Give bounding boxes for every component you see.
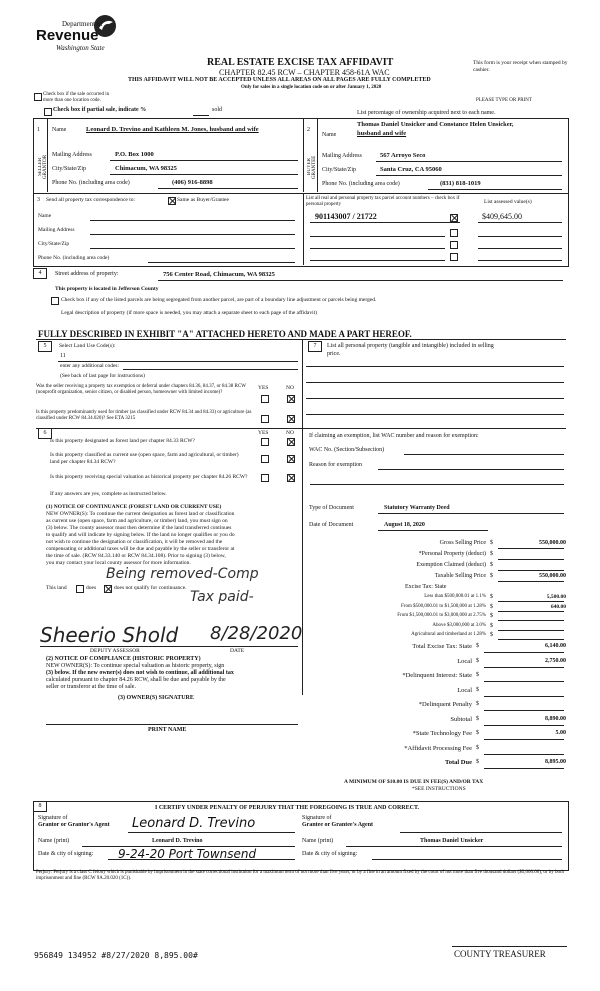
buyer-name-line1[interactable]: Thomas Daniel Unsicker and Constance Helen Unsicker, <box>357 121 514 128</box>
s3-phone-label: Phone No. (including area code) <box>38 255 110 261</box>
bracket-label: Agricultural and timberland at 1.28% <box>411 632 486 637</box>
buyer-city-label: City/State/Zip <box>322 167 356 173</box>
exhibit-a: FULLY DESCRIBED IN EXHIBIT "A" ATTACHED HERETO AND MADE A PART HEREOF. <box>38 329 412 339</box>
rule-line <box>498 559 564 560</box>
multi-location-checkbox[interactable] <box>34 93 42 101</box>
seller-name[interactable]: Leonard D. Trevino and Kathleen M. Jones, husband and wife <box>86 126 259 133</box>
land-use-code[interactable]: 11 <box>60 353 66 359</box>
buyer-mailing-label: Mailing Address <box>322 153 362 159</box>
owner-signature-label: (3) OWNER(S) SIGNATURE <box>118 695 194 701</box>
partial-sale-label: Check box if partial sale, indicate % <box>53 107 147 113</box>
segregated-label: Check box if any of the listed parcels are being segregated from another parcel, are part of a boundary line adjustment or parcels being merged. <box>61 297 377 303</box>
rule-line <box>498 601 564 602</box>
form-only-for: Only for sales in a single location code on or after January 1, 2020 <box>241 85 382 90</box>
total-row-value[interactable]: 5.00 <box>555 730 566 736</box>
s5-q2-no[interactable] <box>287 415 295 423</box>
price-row-label: Taxable Selling Price <box>434 573 486 579</box>
total-row-label: *Delinquent Penalty <box>418 701 472 708</box>
grantor-signature[interactable]: Leonard D. Trevino <box>132 816 256 831</box>
s3-name-label: Name <box>38 213 52 219</box>
s6-q1-yes[interactable] <box>261 438 269 446</box>
agency-line1: Department of <box>62 20 103 28</box>
reason-line[interactable] <box>378 469 564 470</box>
total-row-value[interactable]: 8,890.00 <box>545 715 566 722</box>
total-row-label: Local <box>457 686 472 694</box>
grantee-name-print[interactable]: Thomas Daniel Unsicker <box>420 838 484 844</box>
rule-line <box>484 725 564 726</box>
s6-no-head: NO <box>286 430 294 436</box>
continuance-line8: you may contact your local county assessor for more information. <box>46 560 191 566</box>
total-row-value[interactable]: 2,750.00 <box>545 657 566 664</box>
s3-mailing-line[interactable] <box>90 234 295 235</box>
section-3-num: 3 <box>37 197 40 203</box>
s5-q2: Is this property predominantly used for timber (as classified under RCW 84.34 and 84.33) or agriculture (as classified under RCW 84.34.020)? See ETA 3215 <box>36 410 252 421</box>
personal-line1: List all personal property (tangible and intangible) included in selling <box>327 343 494 349</box>
rule-line <box>484 681 564 682</box>
grantor-date-city[interactable]: 9-24-20 Port Townsend <box>118 847 257 861</box>
dollar-sign: $ <box>476 701 479 707</box>
assessor-date-label: DATE <box>230 648 245 654</box>
form-title: REAL ESTATE EXCISE TAX AFFIDAVIT <box>207 57 394 68</box>
section-2-num: 2 <box>307 127 310 133</box>
land-use-label: Select Land Use Code(s): <box>59 343 116 349</box>
rule-line <box>498 639 564 640</box>
dollar-sign: $ <box>490 603 493 610</box>
continuance-line5: not wish to continue the designation or classification, it will be removed and the <box>46 539 223 545</box>
county-treasurer: COUNTY TREASURER <box>454 949 546 959</box>
owner-signature-line[interactable] <box>46 724 298 725</box>
bracket-label: From $1,500,000.01 to $3,000,000 at 2.75% <box>397 613 486 618</box>
s3-phone-line[interactable] <box>148 262 295 263</box>
s5-no-head: NO <box>286 385 294 391</box>
deputy-assessor-label: DEPUTY ASSESSOR <box>90 648 140 654</box>
total-row-label: *Affidavit Processing Fee <box>404 744 472 752</box>
grantor-sig-label-2: Grantor or Grantor's Agent <box>38 822 110 828</box>
continuance-line6: compensating or additional taxes will be due and payable by the seller or transferor at <box>46 546 235 552</box>
seller-city-label: City/State/Zip <box>52 166 86 172</box>
agency-line3: Washington State <box>56 44 105 52</box>
agency-line2: Revenue <box>36 27 99 44</box>
historic-line2: (3) below. If the new owner(s) does not wish to continue, all additional tax <box>46 670 234 676</box>
section-6-num: 6 <box>38 428 52 439</box>
dollar-sign: $ <box>476 715 479 722</box>
seller-side-label: SELLER GRANTOR <box>38 154 48 180</box>
assessed-value[interactable]: $409,645.00 <box>482 212 522 221</box>
rule-line <box>484 710 564 711</box>
parcel-personal-checkbox-4[interactable] <box>450 253 458 261</box>
seller-name-label: Name <box>52 127 67 133</box>
s6-q2: Is this property classified as current use (open space, farm and agricultural, or timber) land per chapter 84.34 RCW? <box>50 452 239 465</box>
buyer-city[interactable]: Santa Cruz, CA 95060 <box>380 166 442 173</box>
section-5-num: 5 <box>38 341 52 352</box>
dollar-sign: $ <box>476 730 479 736</box>
total-row-value[interactable]: 6,140.00 <box>545 643 566 649</box>
grantee-sig-label-2: Grantee or Grantee's Agent <box>302 822 374 828</box>
minimum-note: A MINIMUM OF $10.00 IS DUE IN FEE(S) AND/OR TAX <box>344 779 484 785</box>
buyer-phone-label: Phone No. (including area code) <box>322 181 400 187</box>
rule-line <box>498 630 564 631</box>
s5-yes-head: YES <box>258 385 269 391</box>
land-does-not-checkbox[interactable] <box>104 585 112 593</box>
s6-q3-no[interactable] <box>287 474 295 482</box>
price-row-value[interactable]: 550,000.00 <box>539 573 566 579</box>
dollar-sign: $ <box>476 744 479 751</box>
grantee-signature-line[interactable] <box>400 832 562 833</box>
historic-line1: NEW OWNER(S): To continue special valuation as historic property, sign <box>46 663 225 669</box>
grantee-sig-label-1: Signature of <box>302 815 332 821</box>
dollar-sign: $ <box>476 686 479 693</box>
s3-mailing-label: Mailing Address <box>38 227 75 233</box>
bracket-label: Above $3,000,000 at 3.0% <box>432 622 486 628</box>
land-does-checkbox[interactable] <box>76 585 84 593</box>
rule-line <box>498 570 564 571</box>
section-4-num: 4 <box>33 268 47 279</box>
s6-q1-no[interactable] <box>287 438 295 446</box>
s5-q1: Was the seller receiving a property tax exemption or deferral under chapters 84.36, 84.37, or 84.38 RCW (nonprofit organization, senior citizen, or disabled person, homeowner with limited income)? <box>36 384 246 395</box>
s5-q1-yes[interactable] <box>261 395 269 403</box>
reason-label: Reason for exemption <box>309 462 362 468</box>
seller-phone[interactable]: (406) 916-8898 <box>172 179 213 186</box>
bracket-value[interactable]: 640.00 <box>550 603 566 610</box>
s3-city-label: City/State/Zip <box>38 241 70 247</box>
section-8-box <box>33 801 569 871</box>
dollar-sign: $ <box>490 622 493 629</box>
rule-line <box>484 754 564 755</box>
personal-line2: price. <box>327 351 341 357</box>
assessor-date: 8/28/2020 <box>210 623 303 644</box>
type-or-print: PLEASE TYPE OR PRINT <box>476 98 532 103</box>
parcel-personal-checkbox-1[interactable] <box>450 214 458 222</box>
continuance-line7: the time of sale. (RCW 84.33.140 or RCW 84.34.108). Prior to signing (3) below, <box>46 553 226 559</box>
price-row-value[interactable]: 550,000.00 <box>539 540 566 546</box>
dollar-sign: $ <box>490 540 493 546</box>
seller-city[interactable]: Chimacum, WA 98325 <box>115 165 177 172</box>
receipt-note: This form is your receipt when stamped by cashier. <box>473 60 568 73</box>
total-row-label: Total Due <box>444 759 472 766</box>
s6-q3-yes[interactable] <box>261 474 269 482</box>
doc-date[interactable]: August 18, 2020 <box>384 522 425 528</box>
certify-statement: I CERTIFY UNDER PENALTY OF PERJURY THAT THE FOREGOING IS TRUE AND CORRECT. <box>155 805 420 811</box>
form-chapter: CHAPTER 82.45 RCW – CHAPTER 458-61A WAC <box>219 68 390 77</box>
parcel-number[interactable]: 901143007 / 21722 <box>315 212 377 221</box>
seller-mailing-label: Mailing Address <box>52 152 92 158</box>
s6-yes-head: YES <box>258 430 269 436</box>
dollar-sign: $ <box>490 573 493 579</box>
dollar-sign: $ <box>490 562 493 568</box>
grantor-name-print[interactable]: Leonard D. Trevino <box>152 838 203 844</box>
dollar-sign: $ <box>490 551 493 557</box>
historic-line4: seller or transferor at the time of sale. <box>46 684 136 690</box>
continuance-line3: (3) below. The county assessor must then determine if the land transferred continues <box>46 525 232 531</box>
exemption-claim-label: If claiming an exemption, list WAC number and reason for exemption: <box>309 433 479 439</box>
assessor-signature: Sheerio Shold <box>40 623 179 647</box>
buyer-name-line2[interactable]: husband and wife <box>357 130 407 137</box>
rule-line <box>498 620 564 621</box>
rule-line <box>484 667 564 668</box>
grantee-date-city-line[interactable] <box>372 859 562 860</box>
same-as-buyer-label: Same as Buyer/Grantee <box>177 197 229 203</box>
same-as-buyer-checkbox[interactable] <box>168 197 176 205</box>
grantor-sig-label-1: Signature of <box>38 815 68 821</box>
see-instructions-note: *SEE INSTRUCTIONS <box>412 786 466 792</box>
dollar-sign: $ <box>490 594 493 600</box>
rule-line <box>484 652 564 653</box>
dollar-sign: $ <box>476 672 479 678</box>
rule-line <box>484 768 564 769</box>
parcel-head: List all real and personal property tax parcel account numbers – check box if personal property <box>306 196 460 207</box>
seller-phone-label: Phone No. (including area code) <box>52 180 130 186</box>
segregated-checkbox[interactable] <box>51 297 59 305</box>
county-line: This property is located in Jefferson County <box>55 286 159 292</box>
total-row-label: Local <box>457 657 472 665</box>
legal-label: Legal description of property (if more space is needed, you may attach a separate sheet to each page of the affidavit) <box>61 310 317 316</box>
continuance-line4: to qualify and will indicate by signing below. If the land no longer qualifies or you do <box>46 532 235 538</box>
street-label: Street address of property: <box>55 271 119 277</box>
doc-date-label: Date of Document <box>309 522 354 528</box>
total-row-label: Subtotal <box>450 715 472 723</box>
dollar-sign: $ <box>490 613 493 619</box>
rule-line <box>498 611 564 612</box>
perjury-notice: Perjury: Perjury is a class C felony which is punishable by imprisonment in the state correctional institution for a maximum term of not more than five years, or by a fine in an amount fixed by the court of not more than five thousand dollars ($5,000.00), or by both imprisonment and fine (RCW 9A.20.020 (1C)). <box>36 870 564 881</box>
section-7-num: 7 <box>308 341 322 352</box>
s6-q2-no[interactable] <box>287 455 295 463</box>
print-name-label: PRINT NAME <box>148 727 187 733</box>
does-not-label: does not qualify for continuance. <box>114 585 187 591</box>
s5-q2-yes[interactable] <box>261 415 269 423</box>
historic-line3: calculated pursuant to chapter 84.26 RCW, shall be due and payable by the <box>46 677 226 683</box>
handwritten-note-1: Being removed-Comp <box>106 566 259 582</box>
parcel-personal-checkbox-2[interactable] <box>450 229 458 237</box>
doc-type-label: Type of Document <box>309 505 354 511</box>
buyer-phone[interactable]: (831) 818-1019 <box>440 180 481 187</box>
s5-q1-no[interactable] <box>287 395 295 403</box>
s3-name-line[interactable] <box>90 220 295 221</box>
seller-mailing[interactable]: P.O. Box 1000 <box>115 151 154 158</box>
handwritten-note-2: Tax paid- <box>190 589 254 605</box>
assessed-head: List assessed value(s) <box>484 199 532 205</box>
bracket-value[interactable]: 5,500.00 <box>546 594 566 600</box>
wac-line[interactable] <box>404 454 564 455</box>
continuance-title: (1) NOTICE OF CONTINUANCE (FOREST LAND OR CURRENT USE) <box>46 504 222 510</box>
total-row-value[interactable]: 8,895.00 <box>545 759 566 765</box>
see-back-label: (See back of last page for instructions) <box>60 373 145 379</box>
rule-line <box>498 548 564 549</box>
partial-sale-checkbox[interactable] <box>44 108 52 116</box>
street-address[interactable]: 756 Center Road, Chimacum, WA 98325 <box>163 271 275 278</box>
grantee-date-city-label: Date & city of signing: <box>302 851 358 857</box>
dollar-sign: $ <box>476 759 479 765</box>
total-row-label: *Delinquent Interest: State <box>402 672 472 679</box>
price-row-label: *Personal Property (deduct) <box>418 551 486 557</box>
price-row-label: Gross Selling Price <box>439 540 486 546</box>
doc-type[interactable]: Statutory Warranty Deed <box>384 505 450 511</box>
total-row-label: *State Technology Fee <box>412 730 472 737</box>
this-land-label: This land <box>46 585 67 591</box>
s6-if-yes: If any answers are yes, complete as instructed below. <box>50 491 167 497</box>
s6-q1: Is this property designated as forest land per chapter 84.33 RCW? <box>50 438 195 444</box>
grantor-name-print-label: Name (print) <box>38 838 70 844</box>
dollar-sign: $ <box>476 657 479 664</box>
s3-city-line[interactable] <box>90 248 295 249</box>
buyer-side-label: BUYER GRANTEE <box>307 155 317 179</box>
correspondence-label: Send all property tax correspondence to: <box>46 197 136 203</box>
price-row-label: Exemption Claimed (deduct) <box>416 562 486 568</box>
grantor-date-city-label: Date & city of signing: <box>38 851 94 857</box>
rule-line <box>484 739 564 740</box>
multi-location-label: Check box if the sale occurred in more than one location code. <box>43 92 110 103</box>
total-row-label: Total Excise Tax: State <box>412 643 472 650</box>
cashier-stamp: 956849 134952 #8/27/2020 8,895.00# <box>34 951 198 960</box>
dollar-sign: $ <box>490 632 493 638</box>
ownership-note: List percentage of ownership acquired next to each name. <box>357 110 496 116</box>
grantee-name-print-label: Name (print) <box>302 838 334 844</box>
s6-q3: Is this property receiving special valuation as historical property per chapter 84.26 RCW? <box>50 474 248 480</box>
continuance-line2: as current use (open space, farm and agriculture, or timber) land, you must sign on <box>46 518 228 524</box>
parcel-personal-checkbox-3[interactable] <box>450 241 458 249</box>
wac-label: WAC No. (Section/Subsection) <box>309 447 385 453</box>
s6-q2-yes[interactable] <box>261 455 269 463</box>
buyer-name-label: Name <box>322 132 337 138</box>
rule-line <box>498 581 564 582</box>
bracket-label: Less than $500,000.01 at 1.1% <box>424 594 486 599</box>
buyer-mailing[interactable]: 567 Arroyo Seco <box>380 152 426 159</box>
rule-line <box>484 696 564 697</box>
does-label: does <box>86 585 97 591</box>
historic-title: (2) NOTICE OF COMPLIANCE (HISTORIC PROPERTY) <box>46 656 201 662</box>
excise-state-label: Excise Tax: State <box>405 584 447 590</box>
bracket-label: From $500,000.01 to $1,500,000 at 1.28% <box>401 603 486 609</box>
section-1-num: 1 <box>37 127 40 133</box>
dollar-sign: $ <box>476 643 479 649</box>
sold-label: sold <box>212 107 223 113</box>
additional-codes-label: enter any additional codes: <box>60 363 120 369</box>
form-warning: THIS AFFIDAVIT WILL NOT BE ACCEPTED UNLESS ALL AREAS ON ALL PAGES ARE FULLY COMPLETED <box>128 77 431 83</box>
continuance-line1: NEW OWNER(S): To continue the current designation as forest land or classification <box>46 511 235 517</box>
section-8-num: 8 <box>33 801 47 812</box>
